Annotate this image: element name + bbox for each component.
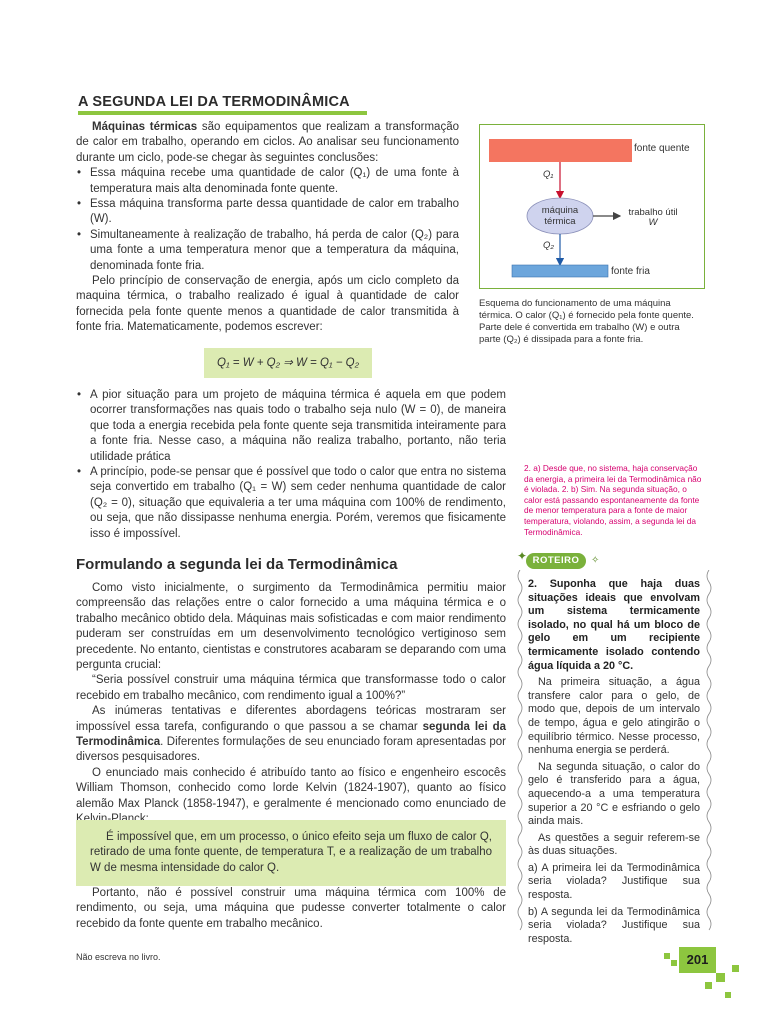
page-number-text: 201 bbox=[686, 952, 709, 967]
decor-square bbox=[725, 992, 731, 998]
work-label bbox=[621, 208, 685, 228]
roteiro-question: 2. Suponha que haja duas situações ideais que envolvam um sistema termicamente isolado, no qual há um bloco de gelo em um recipiente termicamente isolado contendo água líquida a 20 °C. bbox=[528, 578, 700, 672]
subsection-title: Formulando a segunda lei da Termodinâmica bbox=[76, 556, 398, 573]
intro-text: são equipamentos que realizam a transformação de calor em trabalho, operando em ciclos. Ao analisar seu funcionamento durante um ciclo, pode-se chegar às seguintes conclusões: bbox=[76, 121, 459, 164]
intro-paragraph bbox=[76, 120, 459, 166]
formula-text: Q₁ = W + Q₂ ⇒ W = Q₁ − Q₂ bbox=[217, 357, 359, 369]
roteiro-content bbox=[528, 578, 700, 949]
machine-label bbox=[527, 205, 593, 227]
sparkle-icon: ✦ bbox=[517, 549, 528, 563]
conclusions-list bbox=[76, 166, 459, 274]
machine-label-line2: térmica bbox=[544, 216, 576, 227]
conclusion-block bbox=[76, 886, 506, 932]
cold-source-bar bbox=[512, 265, 608, 277]
bullets2-block bbox=[76, 388, 506, 542]
hot-source-bar bbox=[489, 139, 632, 162]
page-number bbox=[679, 947, 716, 973]
list-item: • Essa máquina transforma parte dessa quantidade de calor em trabalho (W). bbox=[76, 197, 459, 228]
list-item: • Essa máquina recebe uma quantidade de calor (Q₁) de uma fonte à temperatura mais alta denominada fonte quente. bbox=[76, 166, 459, 197]
machine-label-line1: máquina bbox=[541, 205, 579, 216]
intro-term: Máquinas térmicas bbox=[92, 121, 198, 133]
list-item: • A pior situação para um projeto de máquina térmica é aquela em que podem ocorrer transformações nas quais todo o trabalho seja nulo (W = 0), de maneira que toda a energia recebida pela fonte quente seja transmitida inteiramente para a fonte fria. Nesse caso, a máquina não realiza trabalho, portanto, não teria utilidade prática bbox=[76, 388, 506, 465]
roteiro-badge bbox=[526, 553, 586, 569]
wavy-border-left bbox=[516, 570, 524, 936]
formula-box bbox=[204, 348, 372, 378]
subsection-paragraph-2 bbox=[76, 704, 506, 766]
subsection-paragraph-1: Como visto inicialmente, o surgimento da Termodinâmica permitiu maior compreensão das relações entre o calor fornecido a uma máquina térmica e o trabalho mecânico obtido dela. Máquinas mais sofisticadas e com maior rendimento puderam ser construídas em um desenvolvimento tecnológico vertiginoso sem precedente. No entanto, cientistas e construtores acabaram se deparando com uma pergunta crucial: bbox=[76, 582, 506, 672]
q2-label: Q₂ bbox=[543, 240, 555, 251]
sparkle-icon: ✧ bbox=[591, 555, 600, 566]
section-title: A SEGUNDA LEI DA TERMODINÂMICA bbox=[78, 94, 350, 110]
cold-source-label: fonte fria bbox=[611, 266, 650, 277]
decor-square bbox=[732, 965, 739, 972]
q1-label: Q₁ bbox=[543, 169, 554, 180]
work-label-line2: W bbox=[648, 217, 658, 228]
teacher-answer: 2. a) Desde que, no sistema, haja conservação da energia, a primeira lei da Termodinâmica não é violada. 2. b) Sim. Na segunda situação, o calor está passando espontaneamente da fonte de menor temperatura para a fonte de maior temperatura, violando, assim, a segunda lei da Termodinâmica. bbox=[524, 463, 702, 537]
crucial-question: “Seria possível construir uma máquina térmica que transformasse todo o calor recebido em trabalho mecânico, com rendimento igual a 100%?” bbox=[76, 674, 506, 702]
energy-paragraph: Pelo princípio de conservação de energia, após um ciclo completo da maquina térmica, o trabalho realizado é igual à quantidade de calor fornecida pela fonte quente menos a quantidade de calor transmitida à fonte fria. Matematicamente, podemos escrever: bbox=[76, 275, 459, 334]
work-label-line1: trabalho útil bbox=[628, 207, 678, 218]
hot-source-label: fonte quente bbox=[634, 143, 690, 154]
decor-square bbox=[705, 982, 712, 989]
footer-note: Não escreva no livro. bbox=[76, 952, 161, 962]
title-underline bbox=[78, 111, 367, 115]
list-item: • A princípio, pode-se pensar que é possível que todo o calor que entra no sistema seja convertido em trabalho (Q₁ = W) sem ceder nenhuma quantidade de calor (Q₂ = 0), situação que equivaleria a ter uma máquina com 100% de rendimento, ou seja, que não dissipasse nenhuma energia. Porém, veremos que fisicamente isso é impossível. bbox=[76, 465, 506, 542]
roteiro-paragraph-2: Na segunda situação, o calor do gelo é transferido para a água, aquecendo-a a uma temperatura superior a 20 °C e esfriando o gelo ainda mais. bbox=[528, 760, 700, 828]
kelvin-planck-box bbox=[76, 820, 506, 886]
subsection-paragraph-3: O enunciado mais conhecido é atribuído tanto ao físico e engenheiro escocês William Thomson, conhecido como lorde Kelvin (1824-1907), quanto ao físico alemão Max Planck (1858-1947), e geralmente é mencionado como enunciado de bbox=[76, 766, 506, 810]
p2-start: As inúmeras tentativas e diferentes abordagens teóricas mostraram ser impossível essa tarefa, configurando o que passou a se chamar bbox=[76, 705, 506, 733]
intro-block bbox=[76, 120, 459, 336]
decor-square bbox=[664, 953, 670, 959]
decor-square bbox=[716, 973, 725, 982]
wavy-border-right bbox=[705, 570, 713, 936]
situations-list bbox=[76, 388, 506, 542]
roteiro-paragraph-1: Na primeira situação, a água transfere calor para o gelo, de modo que, depois de um intervalo de tempo, água e gelo atingirão o equilíbrio térmico. Nesse processo, nenhuma energia se perderá. bbox=[528, 676, 700, 757]
roteiro-item-b: b) A segunda lei da Termodinâmica seria violada? Justifique sua resposta. bbox=[528, 905, 700, 945]
heat-engine-diagram bbox=[479, 124, 705, 289]
kelvin-planck-statement: É impossível que, em um processo, o único efeito seja um fluxo de calor Q, retirado de uma fonte quente, de temperatura T, e a realização de um trabalho W de mesma intensidade do calor Q. bbox=[90, 831, 492, 874]
p2-bold: segunda lei da Termodinâmica bbox=[76, 720, 506, 749]
p2-end: . Diferentes formulações de seu enunciado foram apresentadas por diversos pesquisadores. bbox=[76, 736, 506, 764]
diagram-caption: Esquema do funcionamento de uma máquina térmica. O calor (Q₁) é fornecido pela fonte quente. Parte dele é convertida em trabalho (W) e outra parte (Q₂) é dissipada para a fonte fria. bbox=[479, 298, 694, 345]
subsection-block bbox=[76, 556, 506, 828]
roteiro-paragraph-3: As questões a seguir referem-se às duas situações. bbox=[528, 831, 700, 858]
roteiro-item-a: a) A primeira lei da Termodinâmica seria violada? Justifique sua resposta. bbox=[528, 861, 700, 902]
decor-square bbox=[671, 960, 677, 966]
list-item: • Simultaneamente à realização de trabalho, há perda de calor (Q₂) para uma fonte a uma temperatura menor que a temperatura da máquina, denominada fonte fria. bbox=[76, 228, 459, 274]
subsection-paragraph-4: Portanto, não é possível construir uma máquina térmica com 100% de rendimento, ou seja, uma máquina que pudesse converter totalmente o calor recebido da fonte quente em trabalho mecânico. bbox=[76, 887, 506, 930]
section-title-block bbox=[78, 94, 458, 115]
roteiro-label: ROTEIRO bbox=[532, 555, 580, 566]
